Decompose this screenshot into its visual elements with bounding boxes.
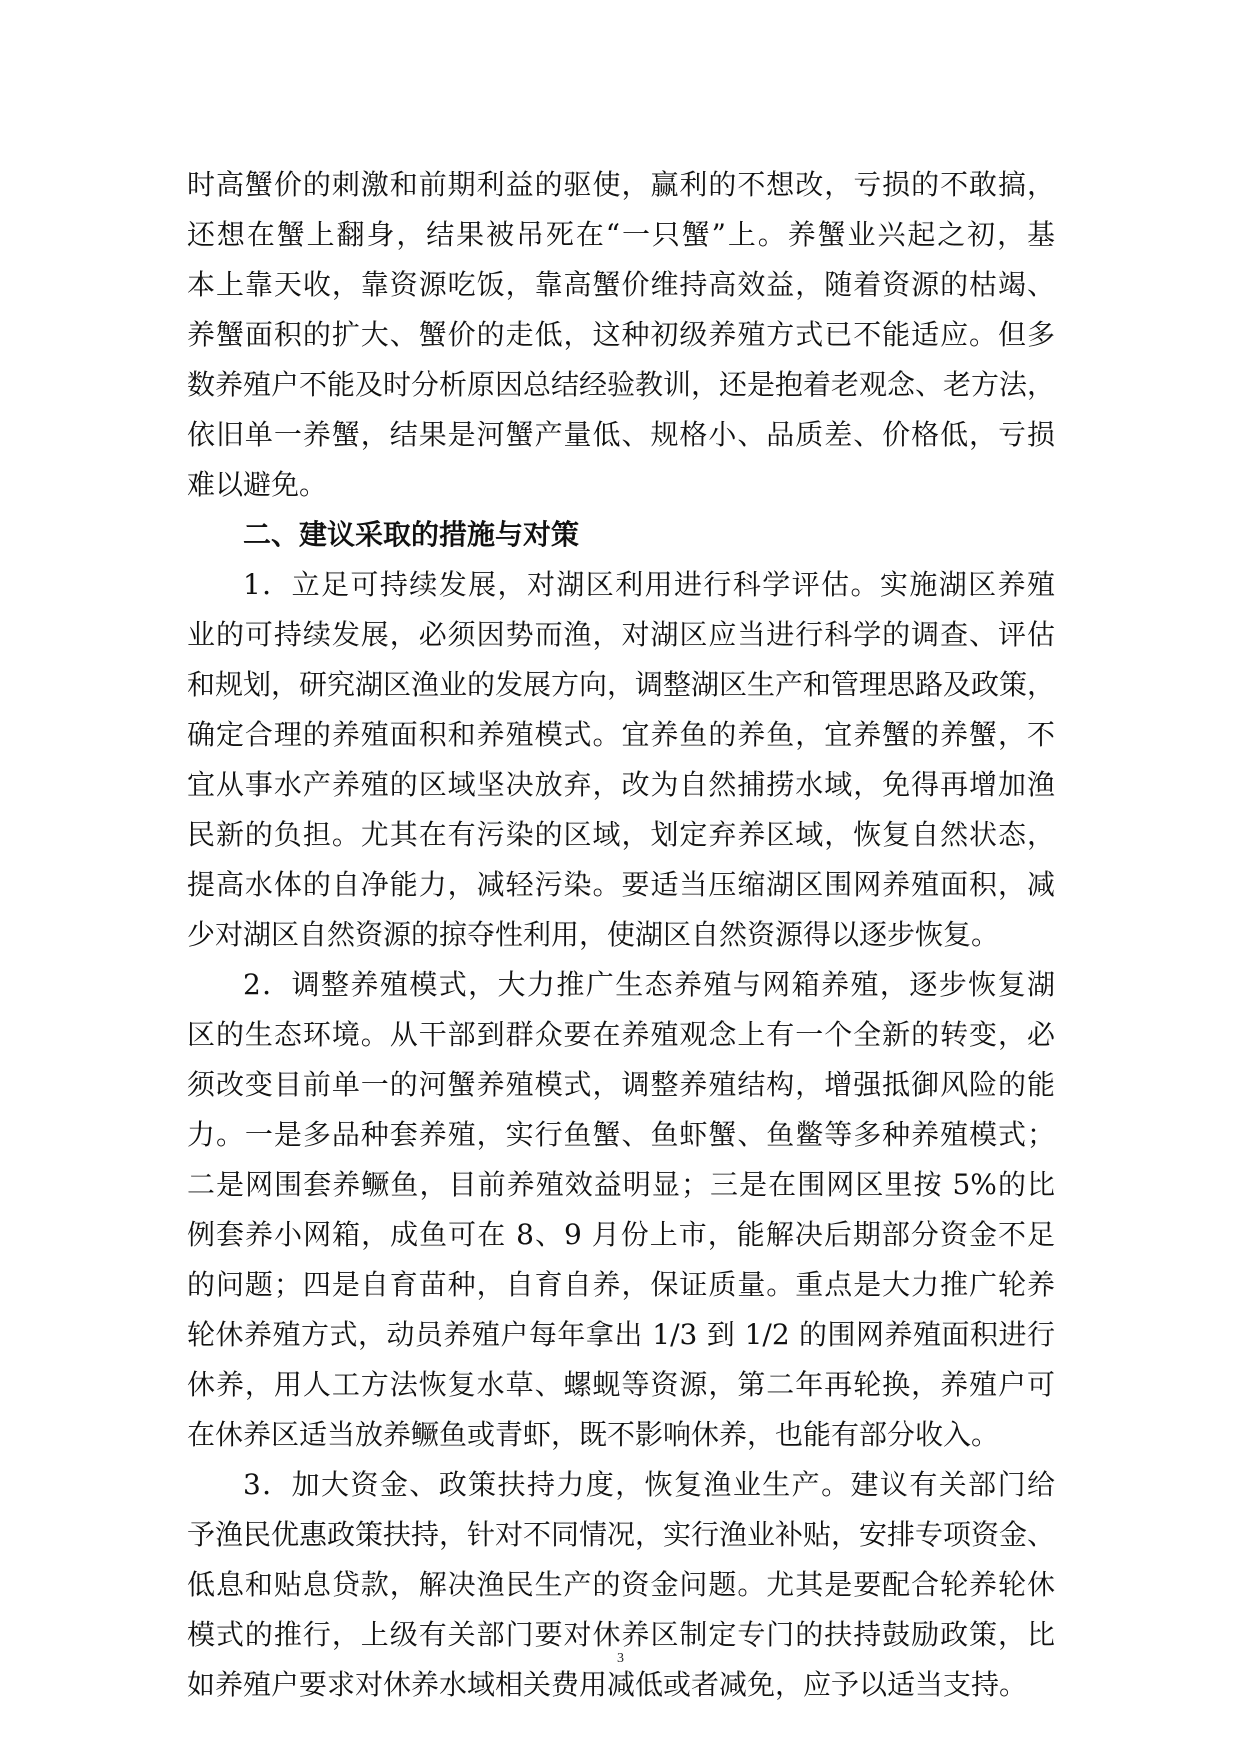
text-line: 予渔民优惠政策扶持，针对不同情况，实行渔业补贴，安排专项资金、: [187, 1518, 1056, 1551]
text-line: 力。一是多品种套养殖，实行鱼蟹、鱼虾蟹、鱼鳖等多种养殖模式；: [187, 1118, 1055, 1151]
section-heading: 二、建议采取的措施与对策: [243, 518, 580, 551]
paragraph-2: [187, 960, 1055, 1460]
paragraph-3: [187, 1460, 1055, 1710]
text-line: 确定合理的养殖面积和养殖模式。宜养鱼的养鱼，宜养蟹的养蟹，不: [187, 718, 1055, 751]
text-line: 提高水体的自净能力，减轻污染。要适当压缩湖区围网养殖面积，减: [187, 868, 1055, 901]
text-line: 和规划，研究湖区渔业的发展方向，调整湖区生产和管理思路及政策，: [187, 668, 1056, 701]
text-line: 低息和贴息贷款，解决渔民生产的资金问题。尤其是要配合轮养轮休: [187, 1568, 1055, 1601]
text-line: 业的可持续发展，必须因势而渔，对湖区应当进行科学的调查、评估: [187, 618, 1055, 651]
text-line: 2．调整养殖模式，大力推广生态养殖与网箱养殖，逐步恢复湖: [243, 968, 1055, 1001]
text-line: 3．加大资金、政策扶持力度，恢复渔业生产。建议有关部门给: [243, 1468, 1055, 1501]
text-line: 民新的负担。尤其在有污染的区域，划定弃养区域，恢复自然状态，: [187, 818, 1055, 851]
text-line: 须改变目前单一的河蟹养殖模式，调整养殖结构，增强抵御风险的能: [187, 1068, 1055, 1101]
text-line: 休养，用人工方法恢复水草、螺蚬等资源，第二年再轮换，养殖户可: [187, 1368, 1055, 1401]
text-line: 宜从事水产养殖的区域坚决放弃，改为自然捕捞水域，免得再增加渔: [187, 768, 1055, 801]
text-line: 本上靠天收，靠资源吃饭，靠高蟹价维持高效益，随着资源的枯竭、: [187, 268, 1055, 301]
text-line: 难以避免。: [187, 468, 328, 501]
text-line: 在休养区适当放养鳜鱼或青虾，既不影响休养，也能有部分收入。: [187, 1418, 1000, 1451]
body-text: [187, 160, 1055, 1710]
paragraph-continued: [187, 160, 1055, 510]
page-number: 3: [617, 1651, 624, 1666]
text-line: 区的生态环境。从干部到群众要在养殖观念上有一个全新的转变，必: [187, 1018, 1055, 1051]
text-line: 还想在蟹上翻身，结果被吊死在“一只蟹”上。养蟹业兴起之初，基: [187, 218, 1055, 251]
text-line: 时高蟹价的刺激和前期利益的驱使，赢利的不想改，亏损的不敢搞，: [187, 168, 1055, 201]
text-line: 养蟹面积的扩大、蟹价的走低，这种初级养殖方式已不能适应。但多: [187, 318, 1055, 351]
text-line: 1．立足可持续发展，对湖区利用进行科学评估。实施湖区养殖: [243, 568, 1055, 601]
paragraph-1: [187, 560, 1055, 960]
text-line: 的问题；四是自育苗种，自育自养，保证质量。重点是大力推广轮养: [187, 1268, 1055, 1301]
text-line: 例套养小网箱，成鱼可在 8、9 月份上市，能解决后期部分资金不足: [187, 1218, 1055, 1251]
text-line: 模式的推行，上级有关部门要对休养区制定专门的扶持鼓励政策，比: [187, 1618, 1055, 1651]
text-line: 数养殖户不能及时分析原因总结经验教训，还是抱着老观念、老方法，: [187, 368, 1056, 401]
text-line: 依旧单一养蟹，结果是河蟹产量低、规格小、品质差、价格低，亏损: [187, 418, 1055, 451]
text-line: 二是网围套养鳜鱼，目前养殖效益明显；三是在围网区里按 5%的比: [187, 1168, 1055, 1201]
text-line: 轮休养殖方式，动员养殖户每年拿出 1/3 到 1/2 的围网养殖面积进行: [187, 1318, 1055, 1351]
text-line: 少对湖区自然资源的掠夺性利用，使湖区自然资源得以逐步恢复。: [187, 918, 1000, 951]
text-line: 如养殖户要求对休养水域相关费用减低或者减免，应予以适当支持。: [187, 1668, 1028, 1701]
